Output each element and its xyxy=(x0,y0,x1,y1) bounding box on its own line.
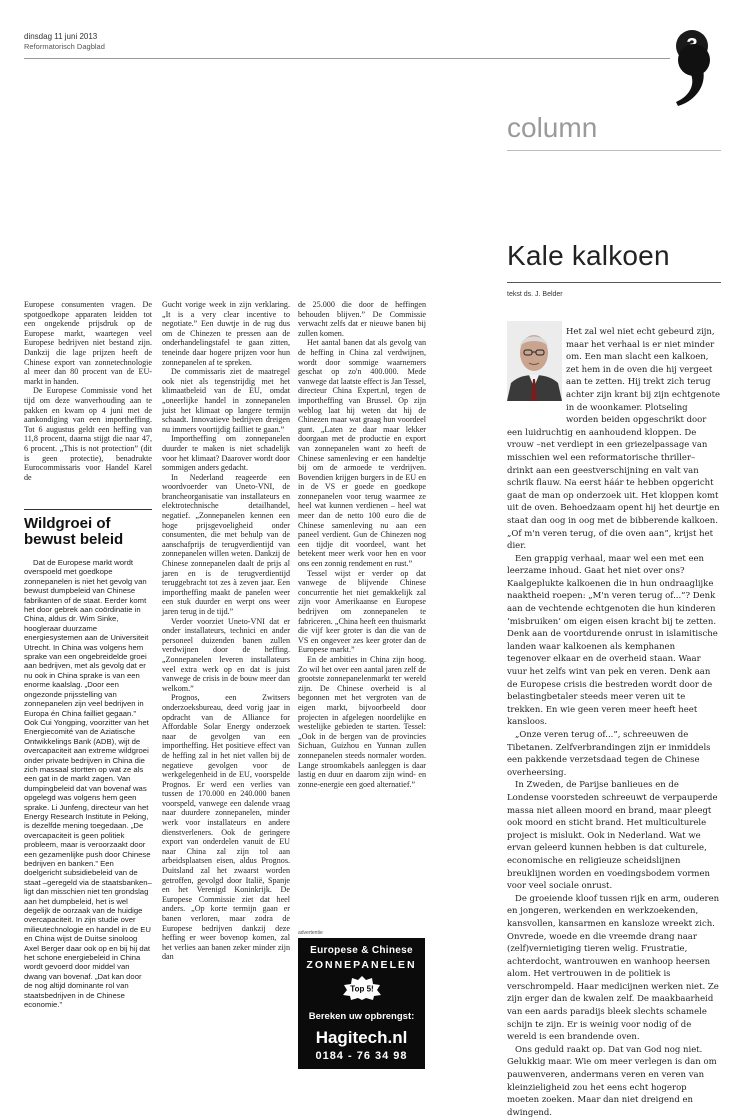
paragraph: Verder voorziet Uneto-VNI dat er onder installateurs, technici en ander personeel duizenden banen zullen verdwijnen door de heffing. „Zonnepanelen leveren installateurs veel extra werk op en dat is juist vanwege de crisis in de bouw meer dan welkom.” xyxy=(162,616,290,693)
paragraph: Europese consumenten vragen. De spotgoedkope apparaten leidden tot een ongekende prijsdruk op de Europese markt, waartegen veel Europese bedrijven niet bestand zijn. Dankzij die lage prijzen heeft de Chinese export van zonnetechnologie al meer dan 80 procent van de EU-markt in handen. xyxy=(24,300,152,386)
title-divider xyxy=(507,282,721,283)
news-column-1-bottom xyxy=(24,558,152,1010)
advertisement-banner[interactable] xyxy=(298,938,425,1069)
paragraph: In Nederland reageerde een woordvoerder van Uneto-VNI, de brancheorganisatie van installateurs en elektrotechnische detailhandel, negatief. „Zonnepanelen kennen een hoge prijsgevoeligheid onder consumenten, die met behulp van de aanschafprijs de terugverdientijd van zonnepanelen willen weten. Dankzij de Chinese zonnepanelen daalt de prijs al jaren en is de terugverdientijd teruggebracht tot zes à zeven jaar. Een importheffing maakt de panelen weer een stuk duurder en werpt ons weer jaren terug in de tijd.” xyxy=(162,472,290,616)
ad-line-1: Europese & Chinese xyxy=(310,945,413,956)
news-column-2 xyxy=(162,300,290,962)
advertisement-label: advertentie xyxy=(298,930,323,936)
paragraph: De groeiende kloof tussen rijk en arm, ouderen en jongeren, werkenden en werkzoekenden, kansvollen, kansarmen en kansloze wreekt zich. Onvrede, woede en die vreemde drang naar (zelf)vernietiging tieren welig. Frustratie, achterdocht, wantrouwen en wanhoop heersen alom. Het vertrouwen in de politiek is verschrompeld. Haar medicijnen werken niet. Ze zijn erger dan de kwalen zelf. De maakbaarheid van een aards paradijs bleek slechts schamele schijn te zijn. Er is weinig voor nodig of de wereld is een brandende oven. xyxy=(507,893,720,1043)
paragraph: Dat de Europese markt wordt overspoeld met goedkope zonnepanelen is niet het gevolg van bewust dumpbeleid van Chinese fabrikanten of de staat. Eerder komt het door gebrek aan coördinatie in China, aldus dr. Wim Sinke, hoogleraar duurzame energiesystemen aan de Universiteit Utrecht. In China was volgens hem sprake van een ongebreidelde groei aan bedrijven, met als gevolg dat er nu ook in China sprake is van een enorme kaalslag. „Door een ongezonde prijsstelling van zonnepanelen zijn veel bedrijven in Europa én China failliet gegaan.” Ook Cui Yongping, voorzitter van het Energiecomité van de Aziatische Ontwikkelings Bank (ADB), wijt de overcapaciteit aan extreme wildgroei onder private bedrijven in China die zich massaal stortten op wat ze als een gat in de markt zagen. Van dumpingbeleid dat van bovenaf was opgelegd was volgens hem geen sprake. Li Junfeng, directeur van het Energy Research Institute in Peking, is dezelfde mening toegedaan. „De overcapaciteit is geen politiek probleem, maar is veroorzaakt door een gezamenlijke push door Chinese bedrijven en banken.” Een doelgericht subsidiebeleid van de staat –geregeld via de staatsbanken– ligt dan misschien niet ten grondslag aan het dumpbeleid, het is wel degelijk de oorzaak van de huidige overcapaciteit. In zijn studie over milieutechnologie en handel in de EU en China wijst de Duitse sinoloog Axel Berger daar ook op en bij hij dat het schone energiebeleid in China wordt gevoerd door middel van dwang van bovenaf. „Dat kan door de nog altijd dominante rol van staatsbedrijven in de Chinese economie.” xyxy=(24,558,152,1010)
paragraph: Het zal wel niet echt gebeurd zijn, maar het verhaal is er niet minder om. Een man slacht een kalkoen, zet hem in de oven die hij vergeet aan te zetten. Hij trekt zich terug achter zijn krant bij zijn echtgenote in de woonkamer. Plotseling worden beiden opgeschrikt door een luidruchtig en aanhoudend kloppen. De vrouw –net verdiept in een griezelpassage van misschien wel een reformatorische thriller– drinkt aan een geestverschijning en valt van schrik flauw. Na eerst háár te hebben opgericht gaat de man op onderzoek uit. Het kloppen komt uit de oven. Behoedzaam opent hij het deurtje en staat dan oog in oog met de bibberende kalkoen. „Of m'n veren terug, of die oven aan”, krijst het dier. xyxy=(507,327,721,552)
issue-date: dinsdag 11 juni 2013 xyxy=(24,32,98,41)
paragraph: Prognos, een Zwitsers onderzoeksbureau, deed vorig jaar in opdracht van de Alliance for Affordable Solar Energy onderzoek naar de gevolgen van een importheffing. Het positieve effect van de heffing zal in het niet vallen bij de negatieve gevolgen voor de werkgelegenheid in de EU, voorspelde Prognos. Er werd een verlies van tussen de 170.000 en 240.000 banen voorspeld, vanwege een dalende vraag naar duurdere zonnepanelen, minder werk voor installateurs en andere dienstverleners. Ook de geringere export van onderdelen vanuit de EU naar China zal zijn tol aan arbeidsplaatsen eisen, aldus Prognos. Duitsland zal het zwaarst worden getroffen, gevolgd door Italië, Spanje en het Verenigd Koninkrijk. De Europese Commissie ziet dat heel anders. „Op korte termijn gaan er banen verloren, maar zodra de Europese bedrijven dankzij deze heffing er weer bovenop komen, zal het verlies aan banen zeker minder zijn dan xyxy=(162,693,290,962)
paragraph: Een grappig verhaal, maar wel een met een leerzame inhoud. Gaat het niet over ons? Kaalgeplukte kalkoenen die in hun ondraaglijke naaktheid roepen: „M'n veren terug of...”? Denk aan de vechtende echtgenoten die hun kinderen ‘misbruiken’ om eigen eisen kracht bij te zetten. Denk aan de voortdurende onrust in islamitische landen waar kalkoenen als kemphanen tegenover elkaar en de overheid staan. Waar vuur het zelfs wint van pek en veren. Denk aan de Europese crisis die bestreden wordt door de belastingbetaler steeds meer veren uit te trekken. En wie geen veren meer heeft heet kansloos. xyxy=(507,553,718,728)
paragraph: Gucht vorige week in zijn verklaring. „It is a very clear incentive to negotiate.” Een duwtje in de rug dus om de Chinezen te pressen aan de onderhandelingstafel te gaan zitten, teneinde daar hogere prijzen voor hun zonnepanelen af te spreken. xyxy=(162,300,290,367)
section-label: column xyxy=(507,112,598,143)
photo-wrap-space xyxy=(507,326,566,420)
byline: tekst ds. J. Belder xyxy=(507,291,563,298)
header-divider xyxy=(24,58,670,59)
ad-line-2: ZONNEPANELEN xyxy=(306,959,417,971)
paragraph: In Zweden, de Parijse banlieues en de Londense voorsteden schreeuwt de verpauperde massa niet alleen moord en brand, maar pleegt ook moord en sticht brand. Het multiculturele project is mislukt. Ook in Nederland. Wat we ervan geleerd kunnen hebben is dat culturele, economische en religieuze scheidslijnen breuklijnen worden en voedingsbodem vormen voor veel sociale onrust. xyxy=(507,780,718,892)
subhead-divider xyxy=(24,509,152,510)
paragraph: Importheffing om zonnepanelen duurder te maken is niet schadelijk voor het klimaat? Daarover wordt door sommigen anders gedacht. xyxy=(162,434,290,473)
subheading: Wildgroei of bewust beleid xyxy=(24,515,124,548)
article-title: Kale kalkoen xyxy=(507,240,670,271)
ad-brand: Hagitech.nl xyxy=(315,1028,408,1047)
paragraph: De Europese Commissie vond het tijd om deze wanverhouding aan te pakken en kwam op 4 juni met de aankondiging van een importheffing. Tot 6 augustus geldt een heffing van 11,8 procent, daarna stijgt die naar 47, 6 procent. „This is not protection” (dit is geen protectie), benadrukte Eurocommissaris voor Handel Karel de xyxy=(24,386,152,482)
badge-text: Top 5! xyxy=(350,984,374,994)
paragraph: de 25.000 die door de heffingen behouden blijven.” De Commissie verwacht zelfs dat er nieuwe banen bij zullen komen. xyxy=(298,300,426,338)
column-body xyxy=(507,326,721,1119)
ad-phone: 0184 - 76 34 98 xyxy=(315,1050,408,1062)
news-column-1-top xyxy=(24,300,152,482)
paragraph: De commissaris ziet de maatregel ook niet als tegenstrijdig met het klimaatbeleid van de EU, omdat „oneerlijke handel in zonnepanelen juist het klimaat op langere termijn schaadt. Innovatieve bedrijven dreigen nu immers voortijdig failliet te gaan.” xyxy=(162,367,290,434)
paragraph: Ons geduld raakt op. Dat van God nog niet. Gelukkig maar. Wie om meer verlegen is dan om pauwenveren, andermans veren en veren van kleinzieligheid zou het eens echt hogerop moeten zoeken. Maar dan niet dreigend en dwingend. xyxy=(507,1044,717,1118)
newspaper-name: Reformatorisch Dagblad xyxy=(24,42,105,51)
ad-line-3: Bereken uw opbrengst: xyxy=(308,1011,415,1022)
paragraph: En de ambities in China zijn hoog. Zo wil het over een aantal jaren zelf de grootste zonnepanelenmarkt ter wereld zijn. De Chinese overheid is al begonnen met het vergroten van de eigen markt, bijvoorbeeld door projecten in afgelegen noordelijke en westelijke gebieden te starten. Tessel: „Ook in de bergen van de provincies Sichuan, Guizhou en Yunnan zullen zonnepanelen steeds normaler worden. Lange stroomkabels aanleggen is daar lastig en duur en daarom zijn wind- en zonne-energie een goed alternatief.” xyxy=(298,654,426,789)
section-divider xyxy=(507,150,721,151)
paragraph: „Onze veren terug of...”, schreeuwen de Tibetanen. Zelfverbrandingen zijn er inmiddels een pakkende verzetsdaad tegen de Chinese overheersing. xyxy=(507,730,711,778)
news-column-3 xyxy=(298,300,426,789)
top5-badge xyxy=(342,976,382,1000)
paragraph: Het aantal banen dat als gevolg van de heffing in China zal verdwijnen, wordt door sommige waarnemers geschat op zo'n 400.000. Mede vanwege dat laatste effect is Jan Tessel, directeur China Expert.nl, tegen de importheffing van Brussel. Op zijn weblog laat hij weten dat hij de Chinezen maar wat graag hun voordeel gunt. „Laten ze daar maar lekker doorgaan met de productie en export van zonnepanelen want zo heeft de Chinese samenleving er een handeltje bij om de armoede te verdrijven. Bovendien krijgen burgers in de EU en in de VS er goede en goedkope zonnepanelen voor terug waarmee ze heel wat kunnen verdienen – heel wat meer dan de netto 100 euro die de Chinese samenleving nu aan een paneel verdient. Gun de Chinezen nog een tijdje dit voordeel, want het betekent meer werk voor hen en voor ons een zonnig rendement en rust.” xyxy=(298,338,426,569)
comma-ornament-icon xyxy=(668,42,716,108)
paragraph: Tessel wijst er verder op dat vanwege de blijvende Chinese concurrentie het niet gemakkelijk zal zijn voor Amerikaanse en Europese bedrijven om zonnepanelen te fabriceren. „China heeft een thuismarkt die vijf keer groter is dan die van de VS en ongeveer zes keer groter dan de Europese markt.” xyxy=(298,568,426,655)
